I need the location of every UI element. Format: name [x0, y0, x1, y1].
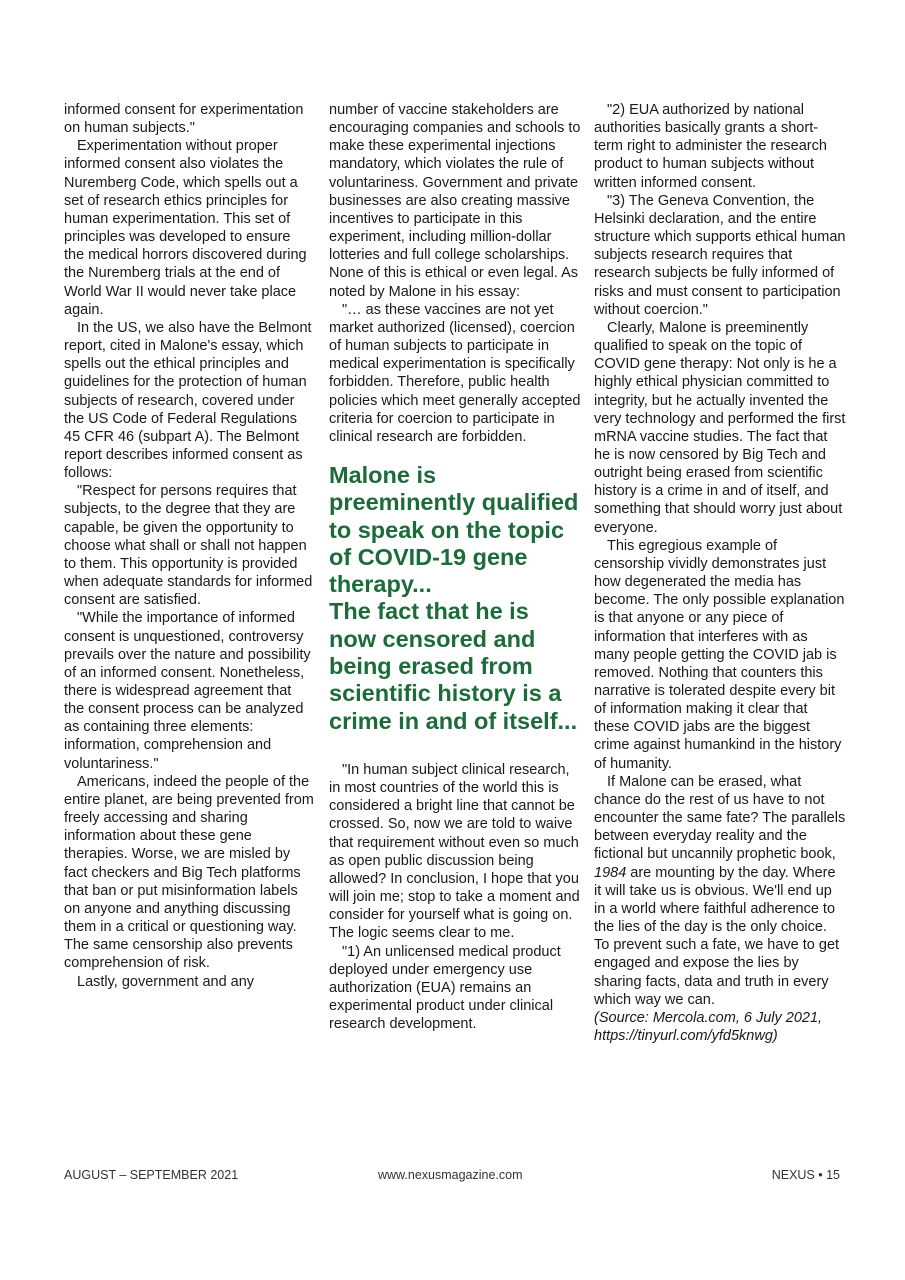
page-number: NEXUS • 15: [771, 1168, 840, 1182]
paragraph-text: are mounting by the day. Where it will take us is obvious. We'll end up in a world where faithful adherence to the lies of the day is the only choice. To prevent such a fate, we have to get engaged and expose the lies by sharing facts, data and truth in every which way we can.: [594, 864, 840, 1008]
paragraph: [594, 773, 846, 1009]
source-citation: (Source: Mercola.com, 6 July 2021, https://tinyurl.com/yfd5knwg): [594, 1009, 823, 1044]
block-quote: "While the importance of informed consent is unquestioned, controversy prevails over the nature and possibility of an informed consent. Nonetheless, there is widespread agreement that the consent process can be analyzed as containing three elements: information, comprehension and voluntariness.": [64, 610, 311, 772]
column-1: [64, 101, 314, 991]
column-2: [329, 101, 581, 1033]
paragraph: Clearly, Malone is preeminently qualified to speak on the topic of COVID gene therapy: Not only is he a highly ethical physician committed to integrity, but he actually invented the very technology and performed the first mRNA vaccine studies. The fact that he is now censored by Big Tech and outright being erased from scientific history is a crime in and of itself, and something that should worry just about everyone.: [594, 319, 846, 536]
block-quote: "3) The Geneva Convention, the Helsinki declaration, and the entire structure which supports ethical human subjects research requires that research subjects be fully informed of risks and must consent to participation without coercion.": [594, 192, 846, 318]
paragraph: Lastly, government and any: [77, 973, 255, 990]
paragraph: This egregious example of censorship vividly demonstrates just how degenerated the media has become. The only possible explanation is that anyone or any piece of information that interferes with as many people getting the COVID jab is removed. Nothing that counters this narrative is tolerated despite every bit of information making it clear that these COVID jabs are the biggest crime against humankind in the history of humanity.: [594, 537, 845, 772]
paragraph: Americans, indeed the people of the entire planet, are being prevented from freely accessing and sharing information about these gene therapies. Worse, we are misled by fact checkers and Big Tech platforms that ban or put misinformation labels on anyone and anything discussing them in a critical or questioning way. The same censorship also prevents comprehension of risk.: [64, 773, 314, 972]
paragraph: In the US, we also have the Belmont report, cited in Malone's essay, which spells out the ethical principles and guidelines for the protection of human subjects of research, covered under the US Code of Federal Regulations 45 CFR 46 (subpart A). The Belmont report describes informed consent as follows:: [64, 319, 312, 482]
paragraph-text: If Malone can be erased, what chance do the rest of us have to not encounter the same fate? The parallels between everyday reality and the fictional but uncannily prophetic book,: [594, 773, 846, 863]
website-url: www.nexusmagazine.com: [378, 1168, 523, 1182]
paragraph: Experimentation without proper informed consent also violates the Nuremberg Code, which spells out a set of research ethics principles for human experimentation. This set of principles was developed to ensure the medical horrors discovered during the Nuremberg trials at the end of World War II would never take place again.: [64, 138, 307, 318]
pull-quote-heading: Malone is preeminently qualified to speak on the topic of COVID-19 gene therapy... The fact that he is now censored and being erased from scientific history is a crime in and of itself...: [329, 461, 579, 734]
book-title: 1984: [594, 864, 627, 881]
block-quote: "1) An unlicensed medical product deployed under emergency use authorization (EUA) remains an experimental product under clinical research development.: [329, 943, 561, 1033]
column-3: [594, 101, 846, 1045]
quote-continuation: informed consent for experimentation on human subjects.": [64, 102, 304, 137]
issue-date: AUGUST – SEPTEMBER 2021: [64, 1168, 239, 1182]
block-quote: "… as these vaccines are not yet market authorized (licensed), coercion of human subjects to participate in medical experimentation is specifically forbidden. Therefore, public health policies which meet generally accepted criteria for coercion to participate in clinical research are forbidden.: [329, 301, 581, 445]
paragraph: number of vaccine stakeholders are encouraging companies and schools to make these experimental injections mandatory, which violates the rule of voluntariness. Government and private businesses are also creating massive incentives to participate in this experiment, including million-dollar lotteries and full college scholarships. None of this is ethical or even legal. As noted by Malone in his essay:: [329, 102, 581, 300]
block-quote: "In human subject clinical research, in most countries of the world this is considered a bright line that cannot be crossed. So, now we are told to waive that requirement without even so much as open public discussion being allowed? In conclusion, I hope that you will join me; stop to take a moment and consider for yourself what is going on. The logic seems clear to me.: [329, 761, 580, 942]
block-quote: "2) EUA authorized by national authorities basically grants a short-term right to administer the research product to human subjects without written informed consent.: [594, 102, 827, 191]
block-quote: "Respect for persons requires that subjects, to the degree that they are capable, be given the opportunity to choose what shall or shall not happen to them. This opportunity is provided when adequate standards for informed consent are satisfied.: [64, 483, 313, 609]
